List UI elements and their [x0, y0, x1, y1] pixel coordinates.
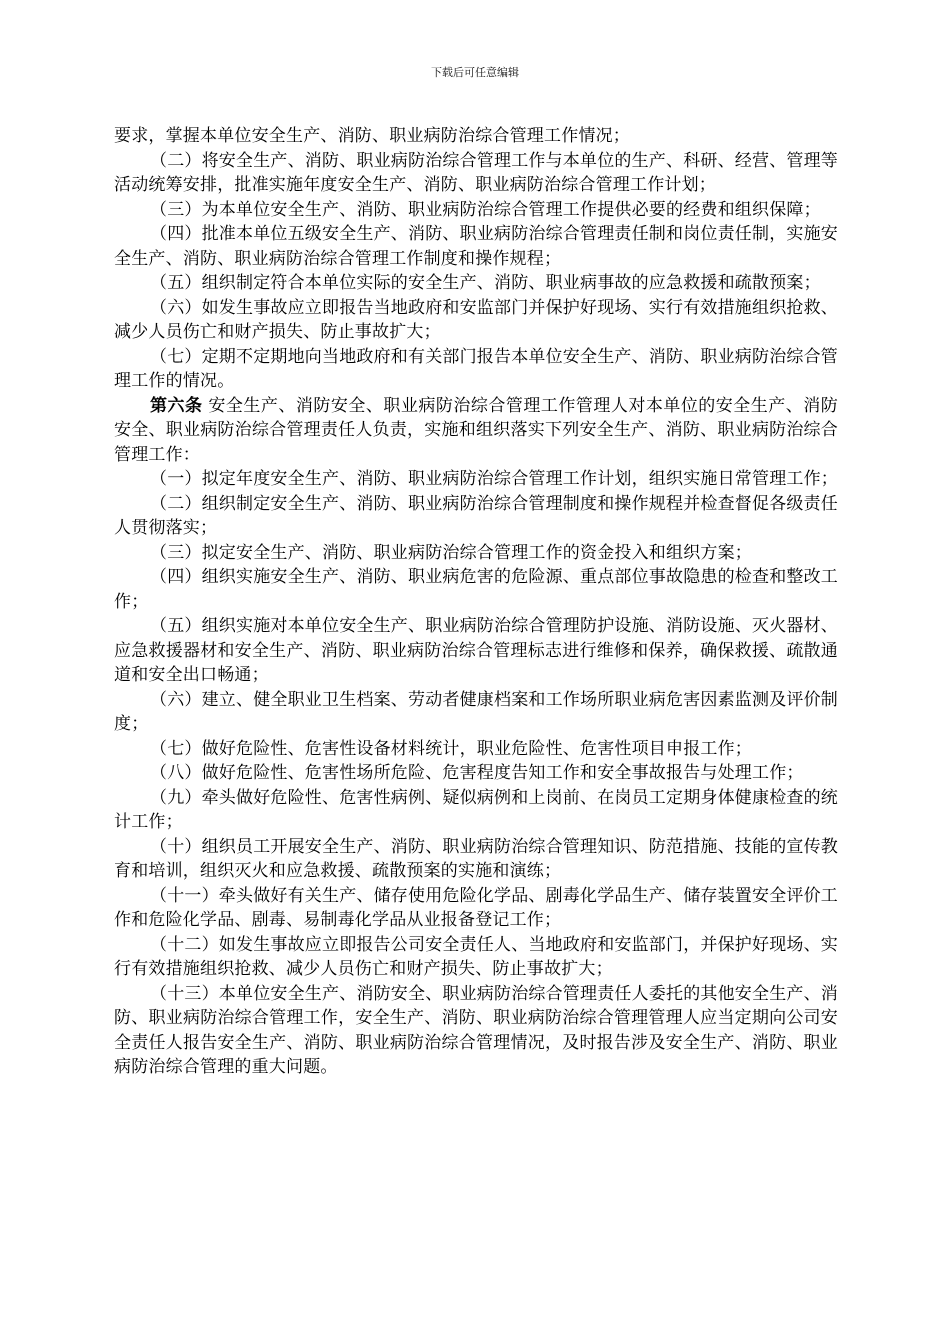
paragraph-text: 要求，掌握本单位安全生产、消防、职业病防治综合管理工作情况；: [114, 126, 630, 146]
paragraph-text: （五）组织实施对本单位安全生产、职业病防治综合管理防护设施、消防设施、灭火器材、应急救援器材和安全生产、消防、职业病防治综合管理标志进行维修和保养，确保救援、疏散通道和安全出口畅通；: [114, 616, 838, 685]
page-header-note: 下载后可任意编辑: [431, 66, 519, 79]
paragraph: [114, 565, 838, 614]
paragraph: [114, 124, 838, 149]
paragraph-text: （十三）本单位安全生产、消防安全、职业病防治综合管理责任人委托的其他安全生产、消防、职业病防治综合管理工作，安全生产、消防、职业病防治综合管理管理人应当定期向公司安全责任人报告安全生产、消防、职业病防治综合管理情况，及时报告涉及安全生产、消防、职业病防治综合管理的重大问题。: [114, 983, 838, 1077]
paragraph-text: （三）拟定安全生产、消防、职业病防治综合管理工作的资金投入和组织方案；: [150, 542, 752, 563]
paragraph: [114, 835, 838, 884]
paragraph: [114, 688, 838, 737]
paragraph-text: （八）做好危险性、危害性场所危险、危害程度告知工作和安全事故报告与处理工作；: [150, 763, 804, 783]
paragraph: [114, 345, 838, 394]
paragraph: [114, 492, 838, 541]
paragraph: [114, 271, 838, 296]
paragraph-text: （七）做好危险性、危害性设备材料统计，职业危险性、危害性项目申报工作；: [150, 738, 752, 759]
paragraph-text: （七）定期不定期地向当地政府和有关部门报告本单位安全生产、消防、职业病防治综合管理工作的情况。: [114, 346, 838, 391]
paragraph-text: （十）组织员工开展安全生产、消防、职业病防治综合管理知识、防范措施、技能的宣传教育和培训，组织灭火和应急救援、疏散预案的实施和演练；: [114, 836, 838, 881]
paragraph: [114, 467, 838, 492]
paragraph-text: （五）组织制定符合本单位实际的安全生产、消防、职业病事故的应急救援和疏散预案；: [150, 273, 821, 293]
paragraph: [114, 786, 838, 835]
paragraph-text: （十二）如发生事故应立即报告公司安全责任人、当地政府和安监部门，并保护好现场、实行有效措施组织抢救、减少人员伤亡和财产损失、防止事故扩大；: [114, 934, 838, 979]
paragraph-text: （二）组织制定安全生产、消防、职业病防治综合管理制度和操作规程并检查督促各级责任人贯彻落实；: [114, 493, 838, 538]
paragraph: [114, 933, 838, 982]
paragraph: [114, 737, 838, 762]
article-heading: 第六条: [150, 395, 203, 416]
paragraph: [114, 541, 838, 566]
document-body: [114, 124, 838, 1080]
paragraph-text: （六）建立、健全职业卫生档案、劳动者健康档案和工作场所职业病危害因素监测及评价制度；: [114, 689, 838, 734]
paragraph: [114, 614, 838, 688]
paragraph: [114, 296, 838, 345]
paragraph-text: （四）组织实施安全生产、消防、职业病危害的危险源、重点部位事故隐患的检查和整改工作；: [114, 567, 838, 612]
paragraph-text: （二）将安全生产、消防、职业病防治综合管理工作与本单位的生产、科研、经营、管理等活动统筹安排，批准实施年度安全生产、消防、职业病防治综合管理工作计划；: [114, 150, 838, 195]
article-six-paragraph: [114, 394, 838, 468]
paragraph: [114, 198, 838, 223]
paragraph: [114, 982, 838, 1080]
paragraph: [114, 222, 838, 271]
paragraph-text: （一）拟定年度安全生产、消防、职业病防治综合管理工作计划，组织实施日常管理工作；: [150, 469, 838, 489]
paragraph: [114, 149, 838, 198]
paragraph: [114, 884, 838, 933]
paragraph-text: （十一）牵头做好有关生产、储存使用危险化学品、剧毒化学品生产、储存装置安全评价工作和危险化学品、剧毒、易制毒化学品从业报备登记工作；: [114, 885, 838, 930]
paragraph-text: （四）批准本单位五级安全生产、消防、职业病防治综合管理责任制和岗位责任制，实施安全生产、消防、职业病防治综合管理工作制度和操作规程；: [114, 224, 838, 269]
paragraph-text: （六）如发生事故应立即报告当地政府和安监部门并保护好现场、实行有效措施组织抢救、减少人员伤亡和财产损失、防止事故扩大；: [114, 297, 838, 342]
paragraph-text: （三）为本单位安全生产、消防、职业病防治综合管理工作提供必要的经费和组织保障；: [150, 199, 821, 220]
paragraph-text: 安全生产、消防安全、职业病防治综合管理工作管理人对本单位的安全生产、消防安全、职业病防治综合管理责任人负责，实施和组织落实下列安全生产、消防、职业病防治综合管理工作：: [114, 395, 838, 465]
paragraph: [114, 761, 838, 786]
paragraph-text: （九）牵头做好危险性、危害性病例、疑似病例和上岗前、在岗员工定期身体健康检查的统计工作；: [114, 787, 838, 832]
